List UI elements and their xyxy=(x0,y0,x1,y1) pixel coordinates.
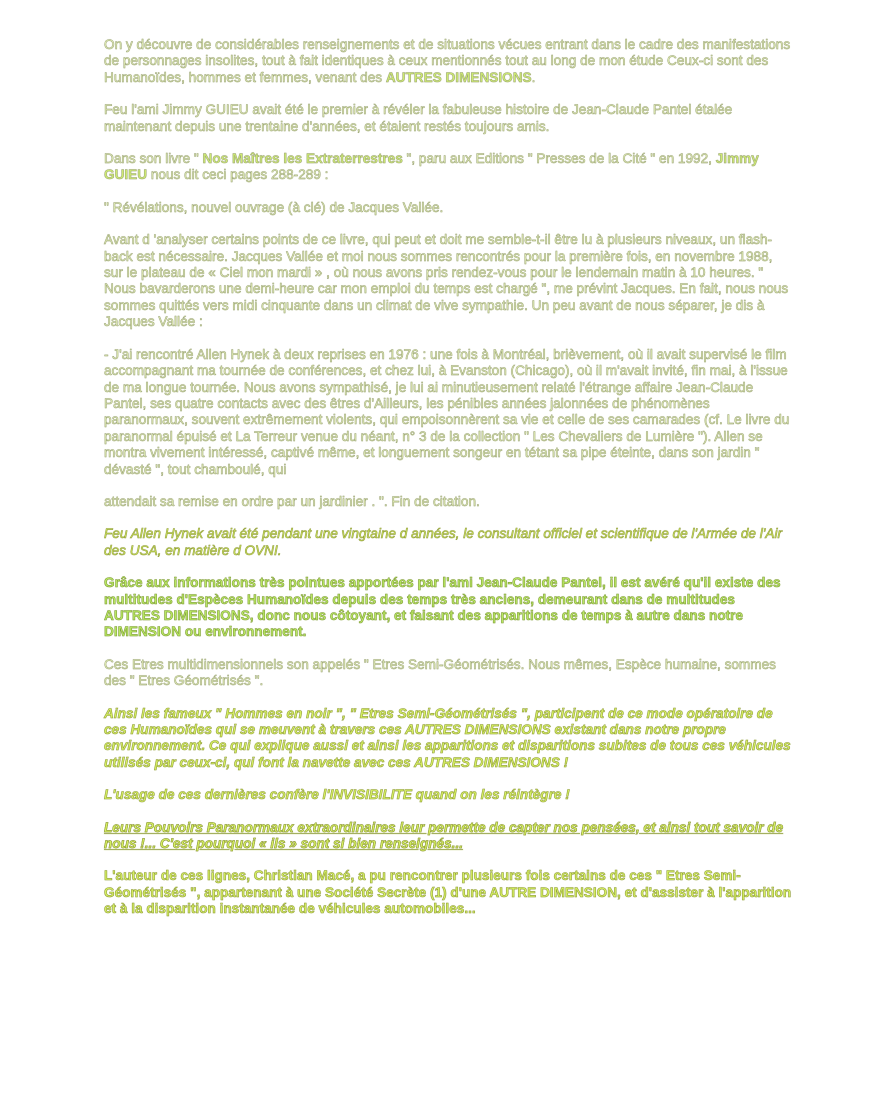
paragraph-humanoid-species xyxy=(104,575,793,641)
emphasis-dimension: DIMENSION xyxy=(104,624,182,640)
text: Ainsi les fameux " Hommes en noir ", " Etres Semi-Géométrisés ", participent de ce mode opératoire de ces Humanoïdes qui se meuvent à travers ces xyxy=(104,705,773,737)
paragraph-end-quote: attendait sa remise en ordre par un jardinier . ". Fin de citation. xyxy=(104,493,480,509)
text: Grâce aux informations très pointues apportées par l'ami Jean-Claude Pantel, il est avéré qu'il existe des multitudes d'Espèces Humanoïdes depuis des temps très anciens, demeurant dans de multitudes xyxy=(104,575,781,607)
author-name: Jimmy GUIEU xyxy=(104,151,759,183)
paragraph-author-encounters xyxy=(104,868,793,917)
emphasis-autres-dimensions: AUTRES DIMENSIONS xyxy=(385,69,532,85)
paragraph-book-reference xyxy=(104,151,793,184)
text: nous dit ceci pages 288-289 : xyxy=(147,167,329,183)
emphasis-autres-dimensions: AUTRES DIMENSIONS xyxy=(104,607,250,623)
emphasis-autres-dimensions: AUTRES DIMENSIONS xyxy=(414,754,560,770)
emphasis-autres-dimensions: AUTRES DIMENSIONS xyxy=(404,722,551,737)
paragraph-revelations: " Révélations, nouvel ouvrage (à clé) de Jacques Vallée. xyxy=(104,199,444,215)
book-title: Nos Maîtres les Extraterrestres xyxy=(202,151,403,167)
text: existant dans notre propre environnement. Ce qui explique aussi et ainsi les apparitions et disparitions subites de tous ces véhicules utilisés par ceux-ci, qui font la navette avec ces xyxy=(104,722,791,770)
text: Dans son livre " xyxy=(104,151,203,167)
text: On y découvre de considérables renseignements et de situations vécues entrant dans le cadre des manifestations de personnages insolites, tout à fait identiques à ceux mentionnés tout au long de mon étude Ceux-ci sont des Humanoïdes, hommes et femmes, venant des xyxy=(104,37,791,85)
paragraph-semi-geometrises: Ces Etres multidimensionnels son appelés " Etres Semi-Géométrisés. Nous mêmes, Espèce humaine, sommes des " Etres Géométrisés ". xyxy=(104,656,776,689)
text: , et d'assister à l'apparition et à la disparition instantanée de véhicules automobiles... xyxy=(104,884,792,917)
paragraph-invisibility: L'usage de ces dernières confère l'INVISIBILITE quand on les réintègre ! xyxy=(104,787,570,803)
text: L'auteur de ces lignes, Christian Macé, a pu rencontrer plusieurs fois certains de ces " Etres Semi-Géométrisés ", appartenant à une Société Secrète (1) d'une xyxy=(104,868,741,900)
emphasis-autre-dimension: AUTRE DIMENSION xyxy=(489,884,618,900)
text: ", paru aux Editions " Presses de la Cité " en 1992, xyxy=(402,151,716,167)
paragraph-paranormal-powers: Leurs Pouvoirs Paranormaux extraordinaires leur permette de capter nos pensées, et ainsi tout savoir de nous !... C'est pourquoi « ils » sont si bien renseignés... xyxy=(104,819,784,852)
text: ou environnement. xyxy=(181,624,307,640)
text: . xyxy=(531,69,536,85)
paragraph-allen-hynek: Feu Allen Hynek avait été pendant une vingtaine d années, le consultant officiel et scientifique de l'Armée de l'Air des USA, en matière d OVNI. xyxy=(104,526,782,558)
paragraph-men-in-black xyxy=(104,706,793,772)
paragraph-flashback: Avant d 'analyser certains points de ce livre, qui peut et doit me semble-t-il être lu à plusieurs niveaux, un flash-back est nécessaire. Jacques Vallée et moi nous sommes rencontrés pour la première fois, en novembre 1988, sur le plateau de « Ciel mon mardi » , où nous avons pris rendez-vous pour le lendemain matin à 10 heures. " Nous bavarderons une demi-heure car mon emploi du temps est chargé ", me prévint Jacques. En fait, nous nous sommes quittés vers midi cinquante dans un climat de vive sympathie. Un peu avant de nous séparer, je dis à Jacques Vallée : xyxy=(104,232,789,330)
paragraph-discovery xyxy=(104,37,793,86)
paragraph-hynek-meeting: - J'ai rencontré Allen Hynek à deux reprises en 1976 : une fois à Montréal, brièvement, où il avait supervisé le film accompagnant ma tournée de conférences, et chez lui, à Evanston (Chicago), où il m'avait invité, fin mai, à l'issue de ma longue tournée. Nous avons sympathisé, je lui ai minutieusement relaté l'étrange affaire Jean-Claude Pantel, ses quatre contacts avec des êtres d'Ailleurs, les pénibles années jalonnées de phénomènes paranormaux, souvent extrêmement violents, qui empoisonnèrent sa vie et celle de ses camarades (cf. Le livre du paranormal épuisé et La Terreur venue du néant, n° 3 de la collection " Les Chevaliers de Lumière "). Allen se montra vivement intéressé, captivé même, et longuement songeur en tétant sa pipe éteinte, dans son jardin " dévasté ", tout chamboulé, qui xyxy=(104,346,790,477)
text: , donc nous côtoyant, et faisant des apparitions de temps à autre dans notre xyxy=(249,607,744,623)
text: ! xyxy=(559,754,569,770)
paragraph-jimmy-guieu: Feu l'ami Jimmy GUIEU avait été le premier à révéler la fabuleuse histoire de Jean-Claude Pantel étalée maintenant depuis une trentaine d'années, et étaient restés toujours amis. xyxy=(104,102,733,134)
